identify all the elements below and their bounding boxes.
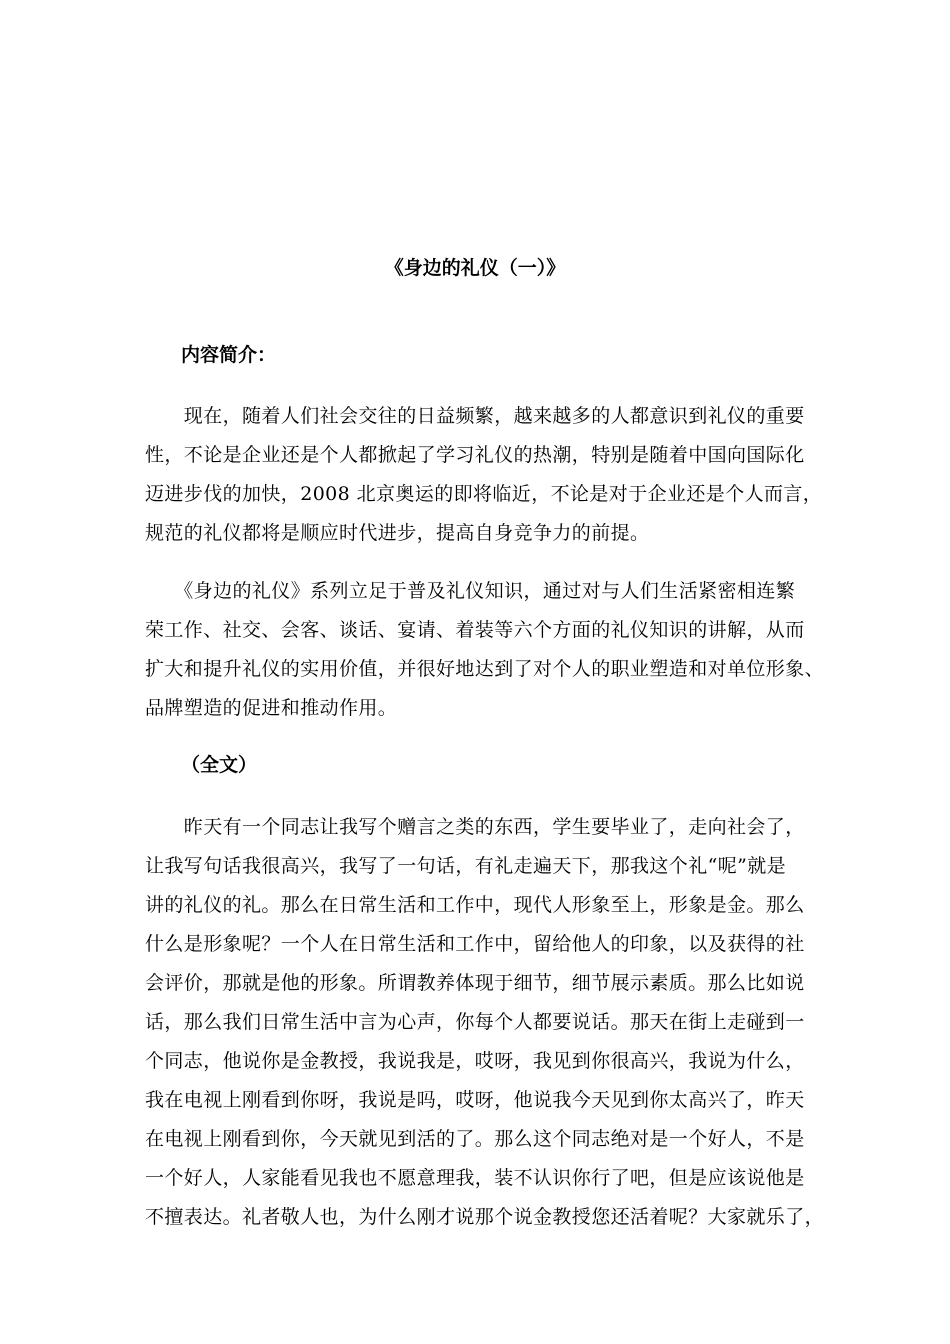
text-line: 规范的礼仪都将是顺应时代进步，提高自身竞争力的前提。 (145, 522, 650, 544)
text-line: 让我写句话我很高兴，我写了一句话，有礼走遍天下，那我这个礼“呢”就是 (145, 855, 787, 877)
full-text-heading: （全文） (181, 754, 258, 776)
text-line: 性，不论是企业还是个人都掀起了学习礼仪的热潮，特别是随着中国向国际化 (145, 444, 805, 466)
text-line: 我在电视上刚看到你呀，我说是吗，哎呀，他说我今天见到你太高兴了，昨天 (145, 1089, 805, 1111)
text-line: 品牌塑造的促进和推动作用。 (145, 697, 398, 719)
full-text-paragraph (145, 808, 825, 1237)
intro-paragraph-2 (145, 572, 825, 728)
text-line: 荣工作、社交、会客、谈话、宴请、着装等六个方面的礼仪知识的讲解，从而 (145, 619, 805, 641)
text-line: 个同志，他说你是金教授，我说我是，哎呀，我见到你很高兴，我说为什么， (145, 1050, 805, 1072)
text-line: 扩大和提升礼仪的实用价值，并很好地达到了对个人的职业塑造和对单位形象、 (145, 658, 825, 680)
intro-heading: 内容简介： (181, 344, 277, 366)
text-line: 在电视上刚看到你，今天就见到活的了。那么这个同志绝对是一个好人，不是 (145, 1128, 805, 1150)
text-line: 一个好人，人家能看见我也不愿意理我，装不认识你行了吧，但是应该说他是 (145, 1167, 805, 1189)
text-line: 会评价，那就是他的形象。所谓教养体现于细节，细节展示素质。那么比如说 (145, 972, 805, 994)
text-line: 迈进步伐的加快，2008 北京奥运的即将临近，不论是对于企业还是个人而言， (145, 483, 823, 505)
text-line: 话，那么我们日常生活中言为心声，你每个人都要说话。那天在街上走碰到一 (145, 1011, 805, 1033)
text-line: 什么是形象呢？一个人在日常生活和工作中，留给他人的印象，以及获得的社 (145, 933, 805, 955)
text-line: 《身边的礼仪》系列立足于普及礼仪知识，通过对与人们生活紧密相连繁 (145, 580, 796, 602)
intro-paragraph-1 (145, 397, 823, 553)
text-line: 昨天有一个同志让我写个赠言之类的东西，学生要毕业了，走向社会了， (145, 816, 805, 838)
text-line: 不擅表达。礼者敬人也，为什么刚才说那个说金教授您还活着呢？大家就乐了， (145, 1206, 825, 1228)
document-title: 《身边的礼仪（一）》 (384, 257, 566, 279)
text-line: 现在，随着人们社会交往的日益频繁，越来越多的人都意识到礼仪的重要 (145, 405, 805, 427)
text-line: 讲的礼仪的礼。那么在日常生活和工作中，现代人形象至上，形象是金。那么 (145, 894, 805, 916)
